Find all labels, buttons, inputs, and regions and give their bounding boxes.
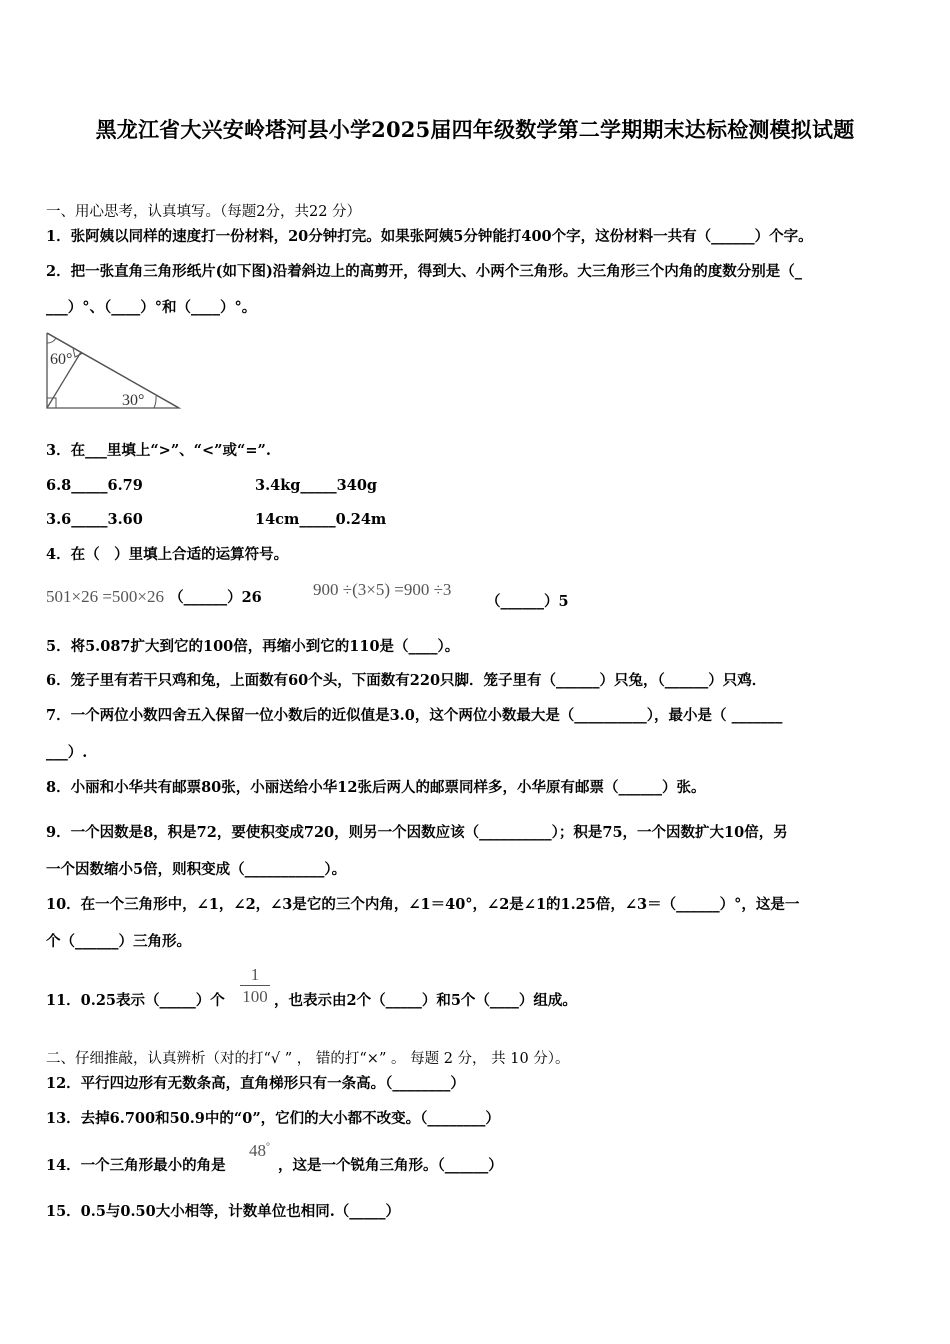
question-1: 1．张阿姨以同样的速度打一份材料，20分钟打完。如果张阿姨5分钟能打400个字，这份材料一共有（______）个字。 (46, 228, 813, 245)
question-13: 13．去掉6.700和50.9中的“0”，它们的大小都不改变。（________） (46, 1110, 500, 1127)
fraction-numerator: 1 (240, 965, 270, 986)
question-6: 6．笼子里有若干只鸡和兔，上面数有60个头，下面数有220只脚．笼子里有（______）只兔，（______）只鸡． (46, 672, 767, 689)
angle-60-label: 60° (50, 351, 73, 368)
q4-blank-2: （______）5 (486, 593, 569, 610)
question-3: 3．在___里填上“>”、“<”或“=”. (46, 442, 271, 459)
right-triangle-diagram (44, 330, 184, 412)
question-4: 4．在（ ）里填上合适的运算符号。 (46, 546, 289, 563)
fraction-denominator: 100 (242, 987, 268, 1006)
q4-equation-1: 501×26 =500×26 (46, 587, 165, 606)
question-7-line-1: 7．一个两位小数四舍五入保留一位小数后的近似值是3.0，这个两位小数最大是（__________），最小是（ _______ (46, 707, 783, 724)
page-title: 黑龙江省大兴安岭塔河县小学2025届四年级数学第二学期期末达标检测模拟试题 (95, 117, 855, 142)
question-2-line-2: ___）°、（____）°和（____）°。 (46, 299, 257, 316)
question-10-line-1: 10．在一个三角形中，∠1，∠2，∠3是它的三个内角，∠1＝40°，∠2是∠1的1.25倍，∠3＝（______）°，这是一 (46, 896, 800, 913)
angle-48-degrees (249, 1141, 270, 1161)
question-8: 8．小丽和小华共有邮票80张，小丽送给小华12张后两人的邮票同样多，小华原有邮票（______）张。 (46, 779, 706, 796)
q3-item: 6.8_____6.79 (46, 477, 143, 494)
section-1-heading: 一、用心思考，认真填写。（每题2分，共22 分） (46, 204, 362, 220)
degree-symbol: ° (266, 1141, 270, 1153)
section-2-heading: 二、仔细推敲，认真辨析（对的打“√ ” ， 错的打“×” 。 每题 2 分， 共 10 分）。 (46, 1051, 570, 1067)
question-9-line-2: 一个因数缩小5倍，则积变成（___________）。 (46, 861, 347, 878)
q4-blank-1: （______）26 (169, 589, 262, 606)
q3-item: 3.6_____3.60 (46, 511, 143, 528)
question-9-line-1: 9．一个因数是8，积是72，要使积变成720，则另一个因数应该（__________）；积是75，一个因数扩大10倍，另 (46, 824, 788, 841)
question-2-line-1: 2．把一张直角三角形纸片(如下图)沿着斜边上的高剪开，得到大、小两个三角形。大三角形三个内角的度数分别是（_ (46, 263, 803, 280)
question-11-part-1: 11．0.25表示（_____）个 (46, 992, 225, 1009)
question-10-line-2: 个（______）三角形。 (46, 933, 191, 950)
fraction-one-hundredth (240, 965, 270, 1008)
question-14-part-1: 14．一个三角形最小的角是 (46, 1157, 226, 1174)
question-7-line-2: ___）. (46, 744, 88, 761)
question-12: 12．平行四边形有无数条高，直角梯形只有一条高。（________） (46, 1075, 465, 1092)
angle-30-label: 30° (122, 392, 145, 409)
question-11-part-2: ，也表示由2个（_____）和5个（____）组成。 (274, 992, 577, 1009)
question-15: 15．0.5与0.50大小相等，计数单位也相同.（_____） (46, 1203, 401, 1220)
q3-item: 14cm_____0.24m (255, 511, 387, 528)
question-5: 5．将5.087扩大到它的100倍，再缩小到它的110是（____）。 (46, 638, 460, 655)
q4-equation-2: 900 ÷(3×5) =900 ÷3 (313, 580, 452, 599)
q3-item: 3.4kg_____340g (255, 477, 378, 494)
question-14-part-2: ，这是一个锐角三角形。（______） (278, 1157, 503, 1174)
angle-value: 48 (249, 1141, 266, 1160)
